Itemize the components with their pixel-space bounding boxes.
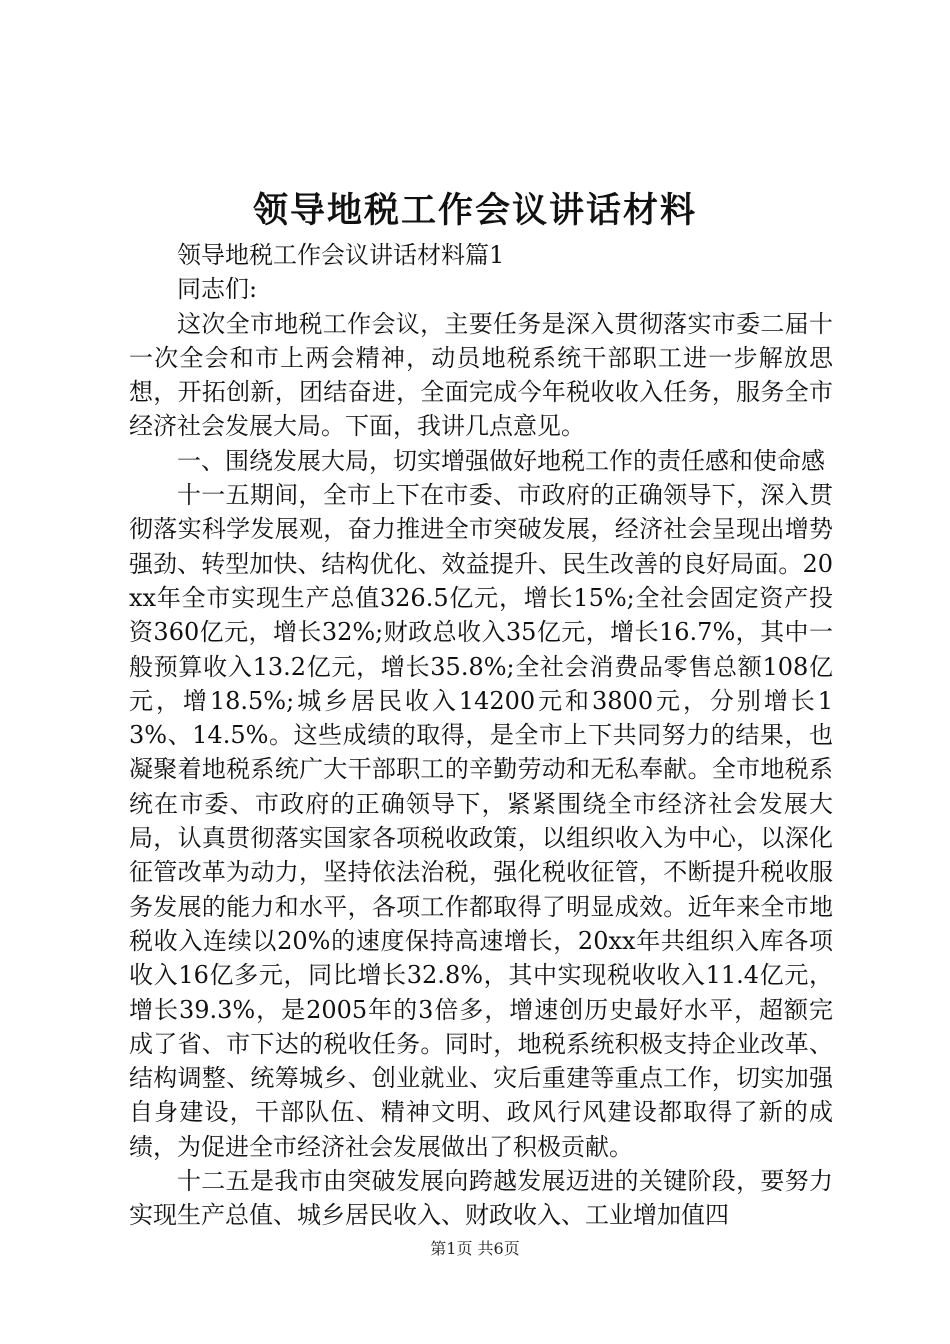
paragraph-heading-one: 一、围绕发展大局，切实增强做好地税工作的责任感和使命感 [177, 446, 825, 475]
paragraph-intro: 这次全市地税工作会议，主要任务是深入贯彻落实市委二届十一次全会和市上两会精神，动员地税系统干部职工进一步解放思想，开拓创新，团结奋进，全面完成今年税收收入任务，服务全市经济社会发展大局。下面，我讲几点意见。 [129, 309, 833, 441]
page-footer: 第1页 共6页 [430, 1239, 520, 1258]
paragraph-section-heading: 领导地税工作会议讲话材料篇1 [177, 241, 505, 269]
document-body [129, 238, 833, 1233]
paragraph-salutation: 同志们: [177, 275, 258, 304]
paragraph-achievements: 十一五期间，全市上下在市委、市政府的正确领导下，深入贯彻落实科学发展观，奋力推进全市突破发展，经济社会呈现出增势强劲、转型加快、结构优化、效益提升、民生改善的良好局面。20xx年全市实现生产总值326.5亿元，增长15%;全社会固定资产投资360亿元，增长32%;财政总收入35亿元，增长16.7%，其中一般预算收入13.2亿元，增长35.8%;全社会消费品零售总额108亿元，增18.5%;城乡居民收入14200元和3800元，分别增长13%、14.5%。这些成绩的取得，是全市上下共同努力的结果，也凝聚着地税系统广大干部职工的辛勤劳动和无私奉献。全市地税系统在市委、市政府的正确领导下，紧紧围绕全市经济社会发展大局，认真贯彻落实国家各项税收政策，以组织收入为中心，以深化征管改革为动力，坚持依法治税，强化税收征管，不断提升税收服务发展的能力和水平，各项工作都取得了明显成效。近年来全市地税收入连续以20%的速度保持高速增长，20xx年共组织入库各项收入16亿多元，同比增长32.8%，其中实现税收收入11.4亿元，增长39.3%，是2005年的3倍多，增速创历史最好水平，超额完成了省、市下达的税收任务。同时，地税系统积极支持企业改革、结构调整、统筹城乡、创业就业、灾后重建等重点工作，切实加强自身建设，干部队伍、精神文明、政风行风建设都取得了新的成绩，为促进全市经济社会发展做出了积极贡献。 [129, 481, 833, 1161]
document-title: 领导地税工作会议讲话材料 [252, 190, 697, 231]
paragraph-twelfth-plan: 十二五是我市由突破发展向跨越发展迈进的关键阶段，要努力实现生产总值、城乡居民收入、财政收入、工业增加值四 [129, 1167, 833, 1230]
